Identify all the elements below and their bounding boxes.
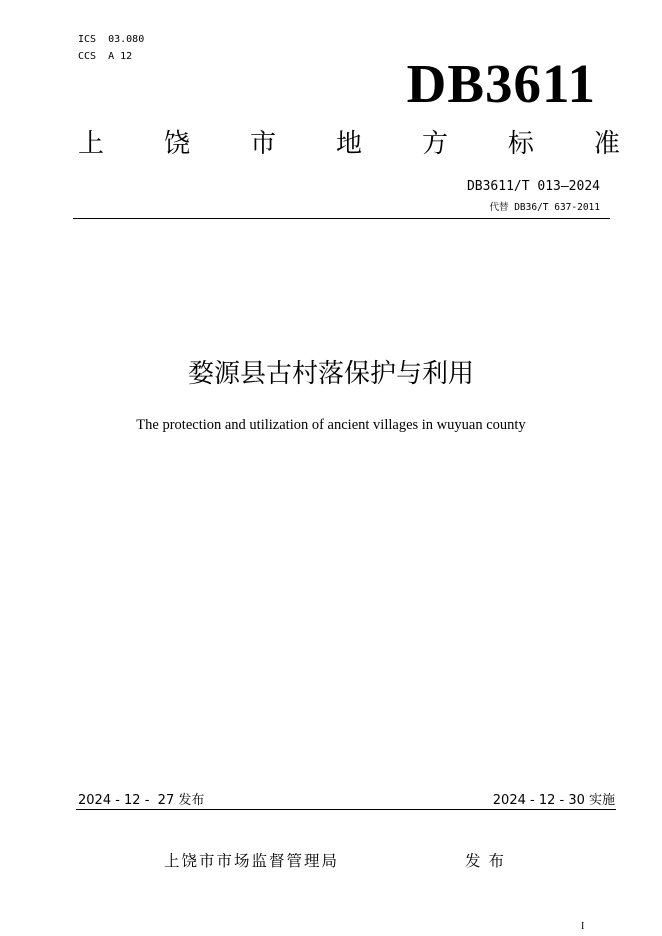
standard-type-char: 准 [593, 129, 620, 159]
ics-code: ICS 03.080 [78, 34, 145, 45]
standard-type-char: 市 [249, 129, 276, 159]
header-divider [73, 218, 610, 219]
issued-label: 发布 [465, 852, 513, 870]
document-title-chinese: 婺源县古村落保护与利用 [187, 359, 474, 389]
ccs-code: CCS A 12 [78, 51, 133, 62]
page-number: I [581, 921, 585, 932]
standard-type-char: 饶 [163, 129, 190, 159]
standard-type-char: 地 [335, 129, 362, 159]
issuing-authority: 上饶市市场监督管理局 [164, 852, 340, 870]
issue-date: 2024 - 12 - 27 发布 [78, 793, 205, 808]
standard-type-char: 标 [507, 129, 534, 159]
standard-type-char: 方 [421, 129, 448, 159]
document-title-english: The protection and utilization of ancient villages in wuyuan county [136, 417, 526, 433]
standard-type-char: 上 [78, 129, 105, 159]
standard-code-heading: DB3611 [406, 53, 596, 114]
footer-divider [76, 809, 616, 810]
standard-number: DB3611/T 013—2024 [466, 179, 600, 194]
standard-type-heading [78, 128, 620, 160]
implementation-date: 2024 - 12 - 30 实施 [492, 793, 615, 808]
replaced-standard: 代替 DB36/T 637-2011 [489, 202, 600, 213]
